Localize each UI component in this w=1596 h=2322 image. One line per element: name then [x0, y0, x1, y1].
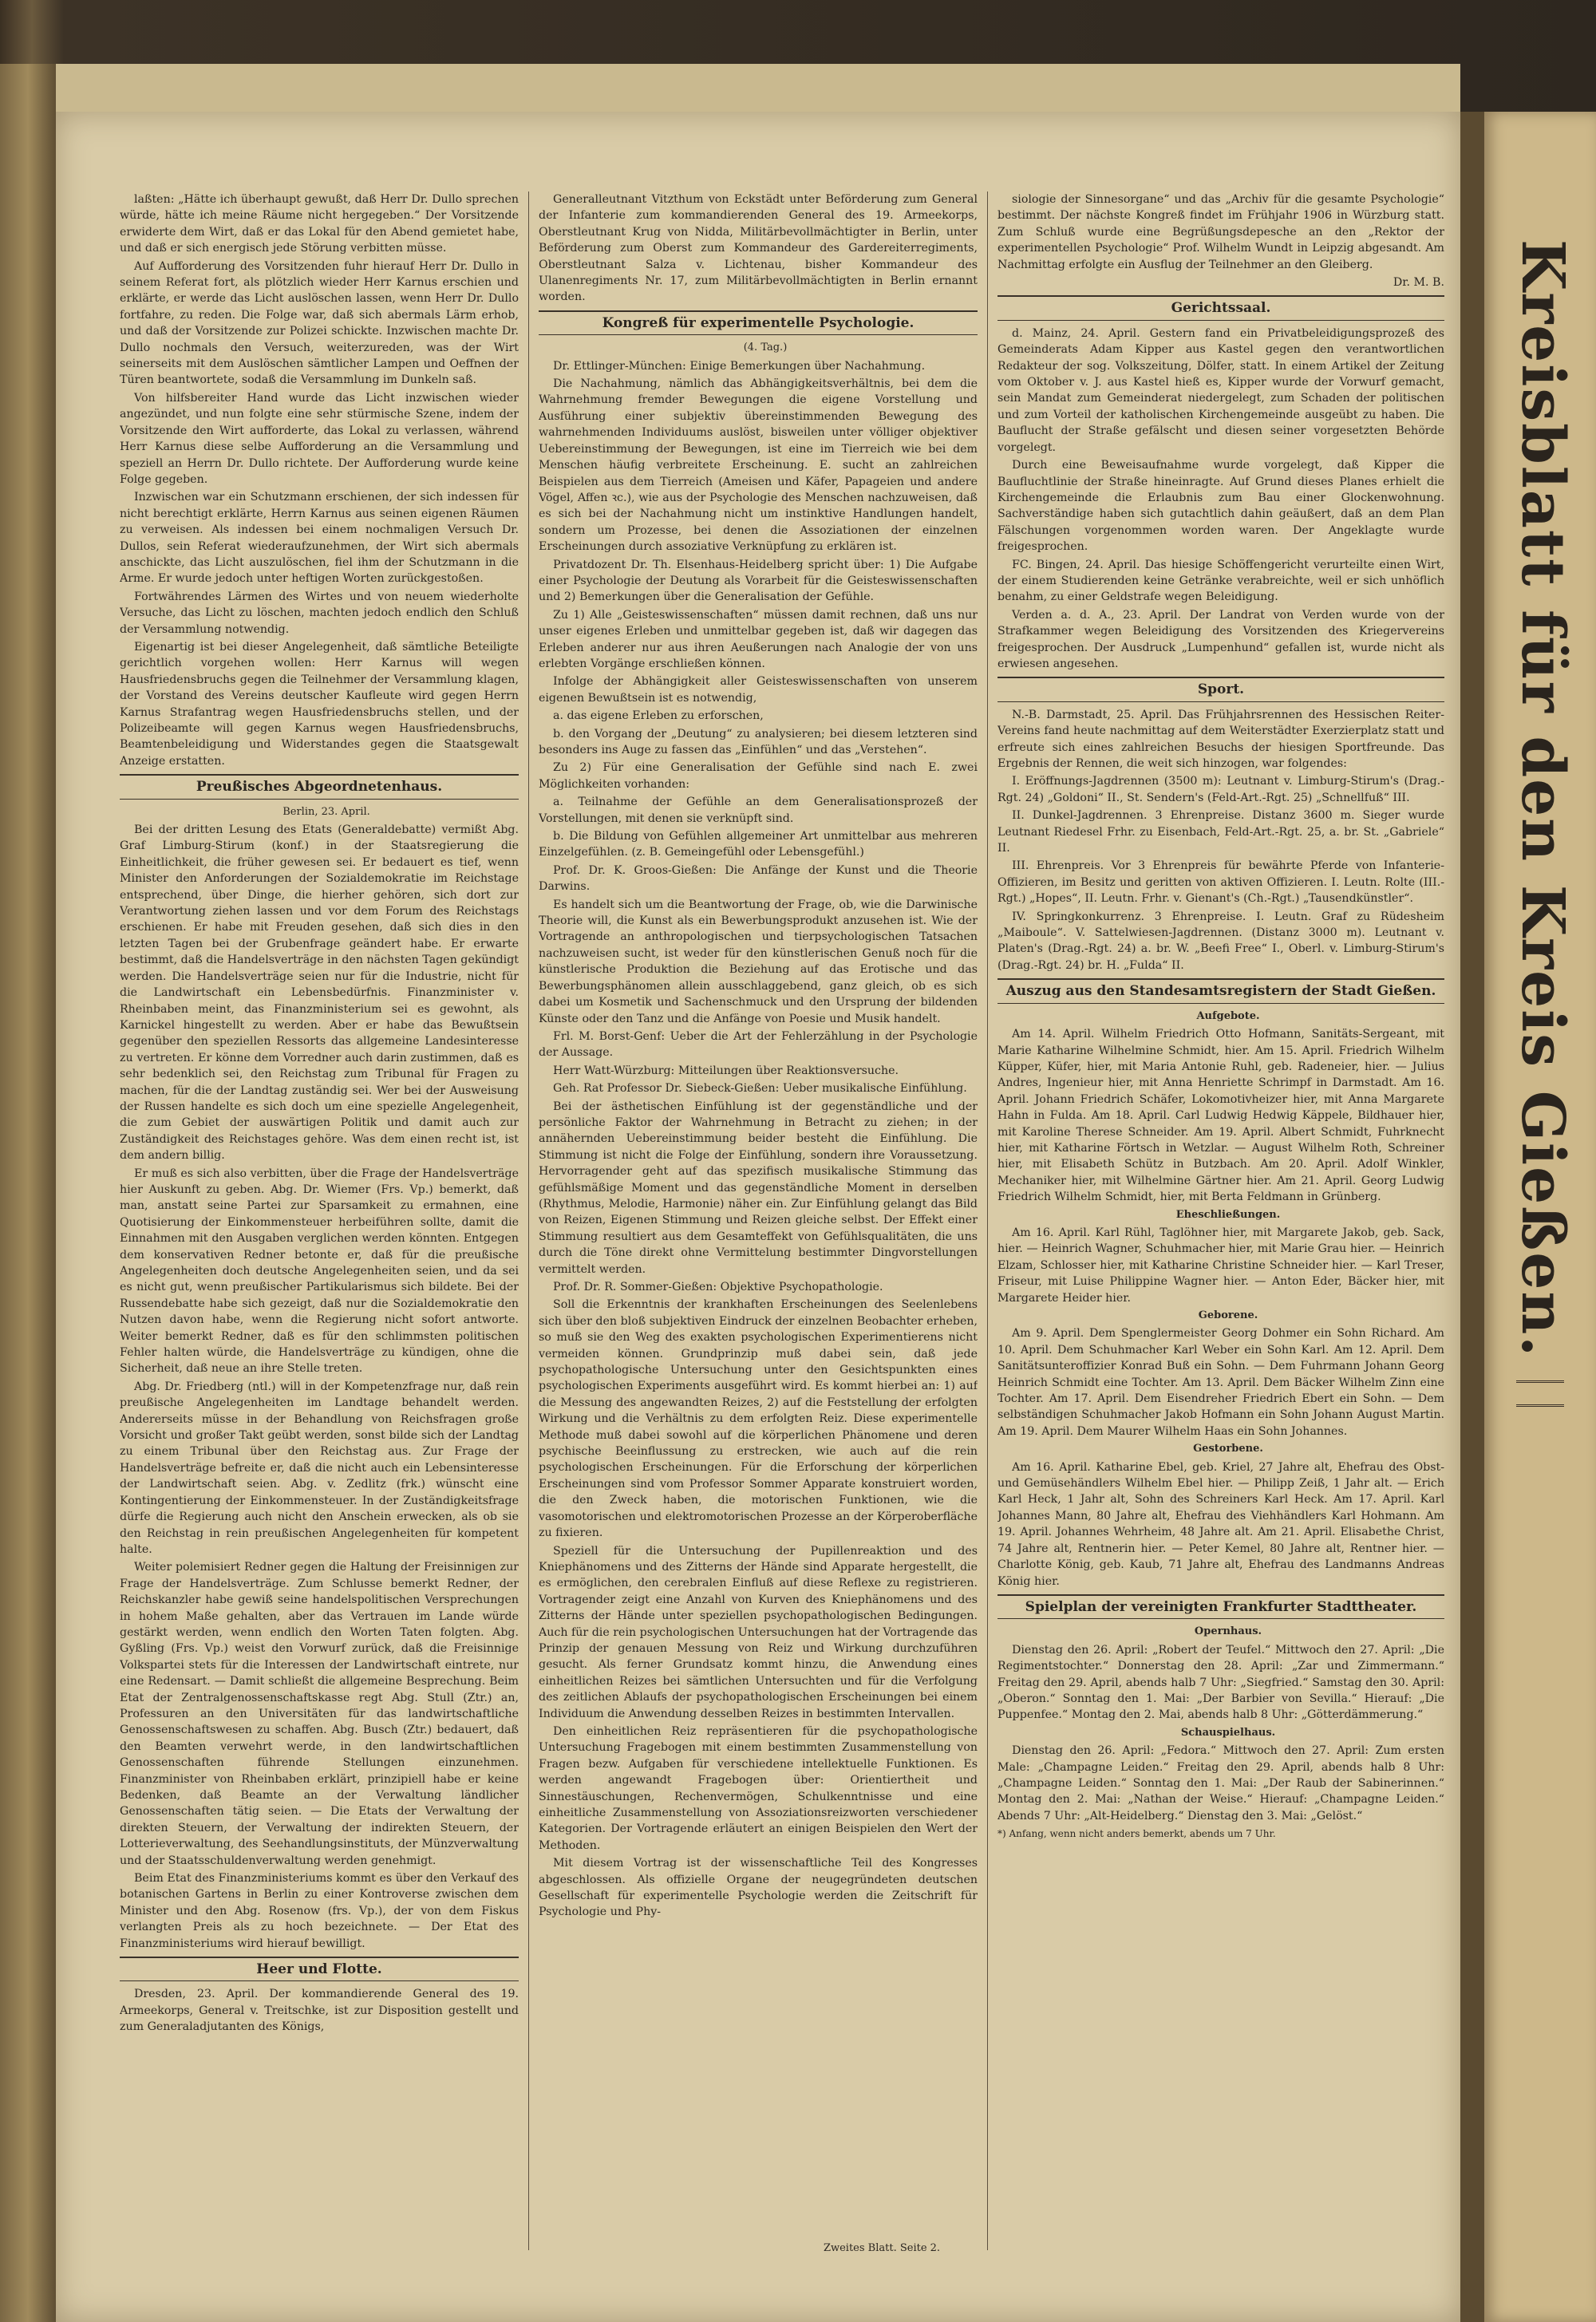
paragraph: Soll die Erkenntnis der krankhaften Erscheinungen des Seelenlebens sich über den bloß subjektiven Eindruck der einzelnen Beobachter erheben, so muß sie den Weg des exakten psychologischen Experimentierens nicht vermeiden können. Grundprinzip muß dabei sein, daß jede psychopathologische Untersuchung unter den Gesichtspunkten eines psychologischen Experiments ausgeführt wird. Es kommt hierbei an: 1) auf die Messung des angewandten Reizes, 2) auf die Feststellung der erfolgten Wirkung und die Verhältnis zu dem erfolgten Reiz. Diese experimentelle Methode muß dabei sowohl auf die körperlichen Phänomene und deren psychische Beeinflussung zu erstrecken, wie auch auf die rein psychologischen Erscheinungen. Für die Erforschung der körperlichen Erscheinungen sind vom Professor Sommer Apparate konstruiert worden, die den Zweck haben, die motorischen Funktionen, wie die vasomotorischen und elektromotorischen Prozesse an der Körperoberfläche zu fixieren. [539, 1298, 978, 1540]
column-rule [987, 192, 988, 2250]
subheading-day: (4. Tag.) [743, 342, 788, 354]
paragraph: b. Die Bildung von Gefühlen allgemeiner Art unmittelbar aus mehreren Einzelgefühlen. (z. B. Gemeingefühl oder Lebensgefühl.) [539, 830, 978, 859]
subheading-gestorbene: Gestorbene. [1193, 1443, 1263, 1455]
book-spine-left [0, 64, 56, 2322]
paragraph: FC. Bingen, 24. April. Das hiesige Schöffengericht verurteilte einen Wirt, der einem Studierenden keine Getränke verabreichte, weil er sich unhöflich benahm, zu einer Geldstrafe wegen Beleidigung. [998, 558, 1444, 604]
paragraph: Dr. Ettlinger-München: Einige Bemerkungen über Nachahmung. [553, 359, 926, 373]
paragraph: a. das eigene Erleben zu erforschen, [553, 709, 764, 723]
column-1 [120, 192, 519, 2258]
paragraph: Den einheitlichen Reiz repräsentieren für die psychopathologische Untersuchung Fragebogen mit einem bestimmten Zusammenstellung von Fragen bezw. Aufgaben für verschiedene intellektuelle Funktionen. Es werden angewandt Fragebogen über: Orientiertheit und Sinnestäuschungen, Rechenvermögen, Schulkenntnisse und eine einheitliche Zusammenstellung von Assoziationsreizworten verschiedener Kategorien. Der Vortragende erläutert an einigen Beispielen den Wert der Methoden. [539, 1724, 978, 1852]
subheading-aufgebote: Aufgebote. [1196, 1009, 1260, 1022]
paragraph: Geh. Rat Professor Dr. Siebeck-Gießen: Ueber musikalische Einfühlung. [553, 1082, 967, 1096]
paragraph: Abg. Dr. Friedberg (ntl.) will in der Kompetenzfrage nur, daß rein preußische Angelegenheiten im Landtage behandelt werden. Andererseits müsse in der Behandlung von Reichsfragen große Vorsicht und großer Takt geübt werden, sonst bilde sich der Landtag zu einem Tribunal über den Reichstag aus. Zur Frage der Handelsverträge befreite er, daß die nicht auch ein Lebensinteresse der Landwirtschaft seien. Abg. v. Zedlitz (frk.) wünscht eine Kontingentierung der Einkommensteuer. In der Zuständigkeitsfrage dürfe die Regierung auch nicht den Anschein erwecken, als ob sie den Reichstag in rein preußischen Angelegenheiten für kompetent halte. [120, 1380, 519, 1556]
aufgebote-text: Am 14. April. Wilhelm Friedrich Otto Hofmann, Sanitäts-Sergeant, mit Marie Katharine Wilhelmine Schmidt, hier. Am 15. April. Friedrich Wilhelm Küpper, Küfer, hier, mit Maria Antonie Ruhl, geb. Radeneier, hier. — Julius Andres, Ingenieur hier, mit Anna Henriette Schrimpf in Darmstadt. Am 16. April. Johann Friedrich Schäfer, Lokomotivheizer hier, mit Anna Margarete Hahn in Fulda. Am 18. April. Carl Ludwig Hedwig Käppele, Bildhauer hier, mit Karoline Therese Schneider. Am 19. April. Albert Schmidt, Fuhrknecht hier, mit Katharine Förtsch in Wetzlar. — August Wilhelm Roth, Schreiner hier, mit Elisabeth Schütz in Butzbach. Am 20. April. Adolf Winkler, Mechaniker hier, mit Wilhelmine Gärtner hier. Am 21. April. Georg Ludwig Friedrich Wilhelm Schmidt, hier, mit Berta Feldmann in Grünberg. [998, 1028, 1444, 1204]
paragraph: Dresden, 23. April. Der kommandierende General des 19. Armeekorps, General v. Treitschke, ist zur Disposition gestellt und zum Generaladjutanten des Königs, [120, 1988, 519, 2034]
paragraph: Verden a. d. A., 23. April. Der Landrat von Verden wurde von der Strafkammer wegen Beleidigung des Vorsitzenden des Kriegervereins freigesprochen. Der Ausdruck „Lumpenhund“ gefallen ist, wurde nicht als erwiesen angesehen. [998, 608, 1444, 670]
section-heading-heer-und-flotte: Heer und Flotte. [120, 1957, 519, 1981]
eheschliessungen-text: Am 16. April. Karl Rühl, Taglöhner hier, mit Margarete Jakob, geb. Sack, hier. — Heinrich Wagner, Schuhmacher hier, mit Marie Grau hier. — Heinrich Elzam, Schlosser hier, mit Katharine Christine Schneider hier. — Karl Treser, Friseur, mit Luise Philippine Wagner hier. — Anton Eder, Bäcker hier, mit Margarete Heider hier. [998, 1226, 1444, 1305]
section-heading-abgeordnetenhaus: Preußisches Abgeordnetenhaus. [120, 774, 519, 799]
paragraph: laßten: „Hätte ich überhaupt gewußt, daß Herr Dr. Dullo sprechen würde, hätte ich meine Räume nicht hergegeben.“ Der Vorsitzende erwiderte dem Wirt, daß er das Lokal für den Abend gemietet habe, und daß er sich energisch jede Störung verbitten müsse. [120, 193, 519, 255]
subheading-opernhaus: Opernhaus. [1194, 1625, 1262, 1638]
footnote: *) Anfang, wenn nicht anders bemerkt, abends um 7 Uhr. [998, 1828, 1276, 1840]
paragraph: I. Eröffnungs-Jagdrennen (3500 m): Leutnant v. Limburg-Stirum's (Drag.-Rgt. 24) „Goldoni“ II., St. Sendern's (Feld-Art.-Rgt. 25) „Schnellfuß“ III. [998, 775, 1444, 804]
masthead-ornament [1516, 1404, 1564, 1408]
paragraph: Durch eine Beweisaufnahme wurde vorgelegt, daß Kipper die Baufluchtlinie der Straße hineinragte. Auf Grund dieses Planes erhielt die Kirchengemeinde die Erlaubnis zum Bau einer Glockenwohnung. Sachverständige haben sich gutachtlich dahin geäußert, daß an dem Plan Fälschungen vorgenommen worden waren. Der Angeklagte wurde freigesprochen. [998, 459, 1444, 554]
column-rule [528, 192, 529, 2250]
masthead-ornament [1516, 1380, 1564, 1384]
paragraph: Zu 1) Alle „Geisteswissenschaften“ müssen damit rechnen, daß uns nur unser eigenes Erleben und unmittelbar gegeben ist, daß wir dagegen das Erleben anderer nur aus ihren Aeußerungen nach Analogie der von uns erlebten Vorgänge erschließen können. [539, 608, 978, 670]
paragraph: Speziell für die Untersuchung der Pupillenreaktion und des Kniephänomens und des Zitterns der Hände sind Apparate hergestellt, die es ermöglichen, den cerebralen Einfluß auf diese Reflexe zu registrieren. Vortragender zeigt eine Anzahl von Kurven des Kniephänomens und des Zitterns der Hände unter speziellen psychopathologischen Bedingungen. Auch für die rein psychologischen Untersuchungen hat der Vortragende das Prinzip der genauen Messung von Reiz und Wirkung durchzuführen gesucht. Als ferner Grundsatz kommt hinzu, die Anwendung eines einheitlichen Reizes bei sämtlichen Untersuchten und für die Verfolgung des zeitlichen Ablaufs der psychopathologischen Erscheinungen bei einem Individuum die Anwendung desselben Reizes in bestimmten Intervallen. [539, 1544, 978, 1720]
paragraph: Auf Aufforderung des Vorsitzenden fuhr hierauf Herr Dr. Dullo in seinem Referat fort, als plötzlich wieder Herr Karnus erschien und erklärte, er werde das Licht auslöschen lassen, wenn Herr Dr. Dullo fortfahre, zu reden. Die Folge war, daß sich abermals Lärm erhob, und daß der Vorsitzende zur Polizei schickte. Inzwischen machte Dr. Dullo nochmals den Versuch, weiterzureden, was der Wirt seinerseits mit dem Auslöschen sämtlicher Lampen und Oeffnen der Türen beantwortete, sodaß die Versammlung im Dunkeln saß. [120, 259, 519, 387]
opernhaus-text: Dienstag den 26. April: „Robert der Teufel.“ Mittwoch den 27. April: „Die Regimentstochter.“ Donnerstag den 28. April: „Zar und Zimmermann.“ Freitag den 29. April, abends halb 7 Uhr: „Siegfried.“ Samstag den 30. April: „Oberon.“ Sonntag den 1. Mai: „Der Barbier von Sevilla.“ Hierauf: „Die Puppenfee.“ Montag den 2. Mai, abends halb 8 Uhr: „Götterdämmerung.“ [998, 1643, 1444, 1722]
paragraph: Die Nachahmung, nämlich das Abhängigkeitsverhältnis, bei dem die Wahrnehmung fremder Bewegungen die eigene Vorstellung und Ausführung einer subjektiv übereinstimmenden Bewegung des wahrnehmenden Individuums auslöst, bisweilen unter völliger objektiver Uebereinstimmung der Bewegungen, ist eine im Tierreich wie bei dem Menschen häufig verbreitete Erscheinung. E. sucht an zahlreichen Beispielen aus dem Tierreich (Ameisen und Käfer, Papageien und andere Vögel, Affen ꝛc.), wie aus der Psychologie des Menschen nachzuweisen, daß es sich bei der Nachahmung nicht um instinktive Handlungen handelt, sondern um Prozesse, bei denen die Assoziationen der einzelnen Erscheinungen durch assoziative Verknüpfung zu erklären ist. [539, 377, 978, 554]
paragraph: Weiter polemisiert Redner gegen die Haltung der Freisinnigen zur Frage der Handelsverträge. Zum Schlusse bemerkt Redner, der Reichskanzler habe gewiß seine handelspolitischen Versprechungen in hohem Maße gehalten, aber das Vertrauen im Lande würde gestärkt werden, wenn endlich den Worten Taten folgten. Abg. Gyßling (Frs. Vp.) weist den Vorwurf zurück, daß die Freisinnige Volkspartei stets für die Interessen der Landwirtschaft eintrete, nur eine Redensart. — Damit schließt die allgemeine Besprechung. Beim Etat der Zentralgenossenschaftskasse regt Abg. Stull (Ztr.) an, Professuren an den Universitäten für das landwirtschaftliche Genossenschaftswesen zu schaffen. Abg. Busch (Ztr.) bedauert, daß den Beamten verwehrt werde, in den landwirtschaftlichen Genossenschaften führende Stellungen einzunehmen. Finanzminister von Rheinbaben erklärt, prinzipiell habe er keine Bedenken, daß Beamte an der Verwaltung ländlicher Genossenschaften tätig seien. — Die Etats der Verwaltung der direkten Steuern, der Verwaltung der indirekten Steuern, der Lotterieverwaltung, des Seehandlungsinstituts, der Münzverwaltung und der Staatsschuldenverwaltung werden genehmigt. [120, 1561, 519, 1867]
paragraph: Infolge der Abhängigkeit aller Geisteswissenschaften von unserem eigenen Bewußtsein ist es notwendig, [539, 675, 978, 705]
subheading-eheschliessungen: Eheschließungen. [1175, 1208, 1281, 1221]
section-heading-gerichtssaal: Gerichtssaal. [998, 295, 1444, 320]
section-heading-standesamt: Auszug aus den Standesamtsregistern der Stadt Gießen. [998, 978, 1444, 1003]
paragraph: Er muß es sich also verbitten, über die Frage der Handelsverträge hier Auskunft zu geben. Abg. Dr. Wiemer (Frs. Vp.) bemerkt, daß man, anstatt seine Partei zur Sparsamkeit zu ermahnen, eine Quotisierung der Einkommensteuer herbeiführen sollte, damit die Einnahmen mit den Ausgaben verglichen werden könnten. Entgegen dem konservativen Redner betonte er, daß für die preußische Angelegenheiten doch deutsche Angelegenheiten seien, und da sei es nicht gut, wenn preußischer Partikularismus sich bildete. Bei der Russendebatte habe sich gezeigt, daß nur die Sozialdemokratie den Nutzen davon habe, wenn die Regierung nicht sofort antworte. Weiter bemerkt Redner, daß es für den schlimmsten politischen Fehler halten würde, die Handelsverträge zu kündigen, ohne die Sicherheit, daß neue an ihre Stelle treten. [120, 1167, 519, 1376]
paragraph: Beim Etat des Finanzministeriums kommt es über den Verkauf des botanischen Gartens in Berlin zu einer Kontroverse zwischen dem Minister und den Abg. Rosenow (frs. Vp.), der von dem Fiskus verlangten Preis als zu hoch bezeichnete. — Der Etat des Finanzministeriums wird hierauf bewilligt. [120, 1872, 519, 1950]
column-3 [998, 192, 1444, 2258]
paragraph: Prof. Dr. R. Sommer-Gießen: Objektive Psychopathologie. [553, 1281, 883, 1293]
paragraph: siologie der Sinnesorgane“ und das „Archiv für die gesamte Psychologie“ bestimmt. Der nächste Kongreß findet im Frühjahr 1906 in Würzburg statt. Zum Schluß wurde eine Begrüßungsdepesche an den „Rektor der experimentellen Psychologie“ Prof. Wilhelm Wundt in Leipzig abgesandt. Am Nachmittag erfolgte ein Ausflug der Teilnehmer an den Gleiberg. [998, 193, 1444, 271]
masthead-title: Kreisblatt für den Kreis Gießen. [1508, 239, 1577, 1359]
paragraph: III. Ehrenpreis. Vor 3 Ehrenpreis für bewährte Pferde von Infanterie-Offizieren, im Besitz und geritten von aktiven Offizieren. I. Leutn. Rolte (III.-Rgt.) „Hopes“, II. Leutn. Frhr. v. Gienant's (Ch.-Rgt.) „Tausendkünstler“. [998, 859, 1444, 906]
paragraph: Bei der ästhetischen Einfühlung ist der gegenständliche und der persönliche Faktor der Wahrnehmung in Betracht zu ziehen; in der annähernden Uebereinstimmung beider besteht die Einfühlung. Die Stimmung ist nicht die Folge der Einfühlung, sondern ihre Voraussetzung. Hervorragender geht auf das spezifisch musikalische Stimmung das gefühlsmäßige Moment und das gegenständliche Moment in derselben (Rhythmus, Melodie, Harmonie) näher ein. Zur Einfühlung gelangt das Bild von Reizen, Eigenen Stimmung und Reizen gleiche selbst. Der Effekt einer Stimmung resultiert aus dem Gesamteffekt von Gefühlsqualitäten, die uns durch die Töne direkt ohne Vermittelung bestimmter Dingvorstellungen vermittelt werden. [539, 1100, 978, 1276]
paragraph: Eigenartig ist bei dieser Angelegenheit, daß sämtliche Beteiligte gerichtlich vorgehen wollen: Herr Karnus will wegen Hausfriedensbruchs gegen die Teilnehmer der Versammlung klagen, der Vorstand des Vereins deutscher Kaufleute wird gegen Herrn Karnus Strafantrag wegen Hausfriedensbruchs stellen, und der Polizeibeamte will gegen Karnus wegen Hausfriedensbruchs, Beamtenbeleidigung und Widerstandes gegen die Staatsgewalt Anzeige erstatten. [120, 640, 519, 768]
section-heading-kongress: Kongreß für experimentelle Psychologie. [539, 310, 978, 335]
subheading-schauspielhaus: Schauspielhaus. [1180, 1726, 1276, 1739]
geborene-text: Am 9. April. Dem Spenglermeister Georg Dohmer ein Sohn Richard. Am 10. April. Dem Schuhmacher Karl Weber ein Sohn Karl. Am 12. April. Dem Sanitätsunteroffizier Konrad Buß ein Sohn. — Dem Fuhrmann Johann Georg Heinrich Schmidt eine Tochter. Am 13. April. Dem Bäcker Wilhelm Zinn eine Tochter. Am 17. April. Dem Eisendreher Friedrich Ebert ein Sohn. — Dem selbständigen Schuhmacher Jakob Hofmann ein Sohn Johann August Martin. Am 19. April. Dem Maurer Wilhelm Haas ein Sohn Johannes. [998, 1327, 1444, 1438]
paragraph: Herr Watt-Würzburg: Mitteilungen über Reaktionsversuche. [553, 1064, 899, 1077]
signature: Dr. M. B. [1393, 276, 1444, 290]
section-heading-sport: Sport. [998, 677, 1444, 701]
paragraph: Privatdozent Dr. Th. Elsenhaus-Heidelberg spricht über: 1) Die Aufgabe einer Psychologie der Deutung als Vorarbeit für die Geisteswissenschaften und 2) Bemerkungen über die Generalisation der Gefühle. [539, 558, 978, 604]
dateline: Berlin, 23. April. [282, 805, 370, 818]
column-2 [539, 192, 978, 2258]
paragraph: IV. Springkonkurrenz. 3 Ehrenpreise. I. Leutn. Graf zu Rüdesheim „Maiboule“. V. Sattelwiesen-Jagdrennen. (Distanz 3000 m). Leutnant v. Platen's (Drag.-Rgt. 24) a. br. W. „Beefi Free“ I., Oberl. v. Limburg-Stirum's (Drag.-Rgt. 24) br. H. „Fulda“ II. [998, 910, 1444, 972]
paragraph: Von hilfsbereiter Hand wurde das Licht inzwischen wieder angezündet, und nun folgte eine sehr stürmische Szene, indem der Vorsitzende den Wirt aufforderte, das Lokal zu verlassen, während Herr Karnus diese selbe Aufforderung an die Versammlung und speziell an Herrn Dr. Dullo richtete. Der Aufforderung wurde keine Folge gegeben. [120, 391, 519, 486]
paragraph: Generalleutnant Vitzthum von Eckstädt unter Beförderung zum General der Infanterie zum kommandierenden General des 19. Armeekorps, Oberstleutnant Krug von Nidda, Militärbevollmächtigter in Berlin, unter Beförderung zum Oberst zum Kommandeur des Gardereiterregiments, Oberstleutnant Salza v. Lichtenau, bisher Kommandeur des Ulanenregiments Nr. 17, zum Militärbevollmächtigten in Berlin ernannt worden. [539, 193, 978, 304]
page-footer: Zweites Blatt. Seite 2. [823, 2242, 941, 2254]
paragraph: Inzwischen war ein Schutzmann erschienen, der sich indessen für nicht berechtigt erklärte, Herrn Karnus aus seinen eigenen Räumen zu verweisen. Als indessen bei einem nochmaligen Versuch Dr. Dullos, sein Referat wiederaufzunehmen, der Wirt sich abermals anschickte, das Licht auszulöschen, fiel ihm der Schutzmann in die Arme. Er wurde jedoch unter heftigen Worten zurückgestoßen. [120, 491, 519, 586]
subheading-geborene: Geborene. [1198, 1309, 1258, 1321]
paragraph: Bei der dritten Lesung des Etats (Generaldebatte) vermißt Abg. Graf Limburg-Stirum (konf.) in der Staatsregierung die Einheitlichkeit, die früher gewesen sei. Er bedauert es tief, wenn Minister den Anforderungen der Sozialdemokratie im Reichstage entsprechend, über Dinge, die hierher gehören, sich dort zur Verantwortung ziehen lassen und vor dem Forum des Reichstags erschienen. Er habe mit Freuden gesehen, daß sich dies in den letzten Tagen bei der Grubenfrage geändert habe. Er erwarte bestimmt, daß die Handelsverträge in den nächsten Tagen gekündigt werden. Die Handelsverträge seien nur für die Industrie, nicht für die Landwirtschaft ein Lebensbedürfnis. Finanzminister v. Rheinbaben meint, das Finanzministerium sei es gewohnt, als Karnickel hingestellt zu werden. Aber er habe das Bewußtsein gegenüber den speziellen Ressorts das allgemeine Landesinteresse zu vertreten. Er könne dem Vorredner auch darin zustimmen, daß es sehr bedenklich sei, den Reichstag zum Tribunal für Fragen zu machen, für die der Landtag zuständig sei. Wer bei der Ausweisung der Russen handelte es sich doch um eine spezielle Angelegenheit, die zum Gebiet der auswärtigen Politik und damit auch zur Zuständigkeit des Reichstages gehöre. Was dem einen recht ist, ist dem andern billig. [120, 823, 519, 1163]
page-top-margin [56, 64, 1460, 112]
paragraph: II. Dunkel-Jagdrennen. 3 Ehrenpreise. Distanz 3600 m. Sieger wurde Leutnant Riedesel Frhr. zu Eisenbach, Feld-Art.-Rgt. 25, a. br. St. „Gabriele“ II. [998, 809, 1444, 855]
paragraph: d. Mainz, 24. April. Gestern fand ein Privatbeleidigungsprozeß des Gemeinderats Adam Kipper aus Kastel gegen den verantwortlichen Redakteur der sog. Volkszeitung, Dölfer, statt. In einem Artikel der Zeitung vom Oktober v. J. aus Kastel hieß es, Kipper wurde der Vorwurf gemacht, sein Mandat zum Gemeinderat niedergelegt, zum Schaden der politischen und zum Vorteil der katholischen Kirchengemeinde ausgeübt zu haben. Die Bauflucht der Straße gefälscht und diesen seiner vorgesetzten Behörde vorgelegt. [998, 326, 1444, 454]
schauspielhaus-text: Dienstag den 26. April: „Fedora.“ Mittwoch den 27. April: Zum ersten Male: „Champagne Leiden.“ Freitag den 29. April, abends halb 8 Uhr: „Champagne Leiden.“ Sonntag den 1. Mai: „Der Raub der Sabinerinnen.“ Montag den 2. Mai: „Nathan der Weise.“ Hierauf: „Champagne Leiden.“ Abends 7 Uhr: „Alt-Heidelberg.“ Dienstag den 3. Mai: „Gelöst.“ [998, 1744, 1444, 1822]
paragraph: Fortwährendes Lärmen des Wirtes und von neuem wiederholte Versuche, das Licht zu löschen, machten jedoch endlich den Schluß der Versammlung notwendig. [120, 590, 519, 636]
paragraph: a. Teilnahme der Gefühle an dem Generalisationsprozeß der Vorstellungen, mit denen sie verknüpft sind. [539, 796, 978, 825]
paragraph: Prof. Dr. K. Groos-Gießen: Die Anfänge der Kunst und die Theorie Darwins. [539, 863, 978, 894]
gestorbene-text: Am 16. April. Katharine Ebel, geb. Kriel, 27 Jahre alt, Ehefrau des Obst- und Gemüsehändlers Wilhelm Ebel hier. — Philipp Zeiß, 1 Jahr alt. — Erich Karl Heck, 1 Jahr alt, Sohn des Schreiners Karl Heck. Am 17. April. Karl Johannes Mann, 80 Jahre alt, Ehefrau des Viehhändlers Karl Hohmann. Am 19. April. Johannes Wehrheim, 48 Jahre alt. Am 21. April. Elisabethe Christ, 74 Jahre alt, Rentnerin hier. — Peter Kemel, 80 Jahre alt, Rentner hier. — Charlotte König, geb. Kaub, 71 Jahre alt, Ehefrau des Landmanns Andreas König hier. [998, 1460, 1444, 1588]
paragraph: Es handelt sich um die Beantwortung der Frage, ob, wie die Darwinische Theorie will, die Kunst als ein Bewerbungsprodukt anzusehen ist. Wie der Vortragende an anthropologischen und tierpsychologischen Tatsachen nachzuweisen sucht, ist weder für den künstlerischen Genuß noch für die künstlerische Produktion die Beziehung auf das Erotische und das Bewerbungsphänomen allein ausschlaggebend, ganz gleich, ob es sich dabei um Kosmetik und Sachenschmuck und den Ursprung der bildenden Künste oder den Tanz und die Anfänge von Poesie und Musik handelt. [539, 898, 978, 1025]
paragraph: Mit diesem Vortrag ist der wissenschaftliche Teil des Kongresses abgeschlossen. Als offizielle Organe der neugegründeten deutschen Gesellschaft für experimentelle Psychologie werden die Zeitschrift für Psychologie und Phy- [539, 1857, 978, 1919]
paragraph: Frl. M. Borst-Genf: Ueber die Art der Fehlerzählung in der Psychologie der Aussage. [539, 1029, 978, 1060]
paragraph: b. den Vorgang der „Deutung“ zu analysieren; bei diesem letzteren sind besonders ins Auge zu fassen das „Einfühlen“ und das „Verstehen“. [539, 727, 978, 756]
paragraph: Zu 2) Für eine Generalisation der Gefühle sind nach E. zwei Möglichkeiten vorhanden: [539, 761, 978, 791]
binding-edge [1460, 112, 1484, 2322]
section-heading-spielplan: Spielplan der vereinigten Frankfurter Stadttheater. [998, 1594, 1444, 1619]
paragraph: N.-B. Darmstadt, 25. April. Das Frühjahrsrennen des Hessischen Reiter-Vereins fand heute nachmittag auf dem Weiterstädter Exerzierplatz statt und erfreute sich eines zahlreichen Besuchs der hiesigen Sportfreunde. Das Ergebnis der Rennen, die weit sich hinzogen, war folgendes: [998, 708, 1444, 770]
